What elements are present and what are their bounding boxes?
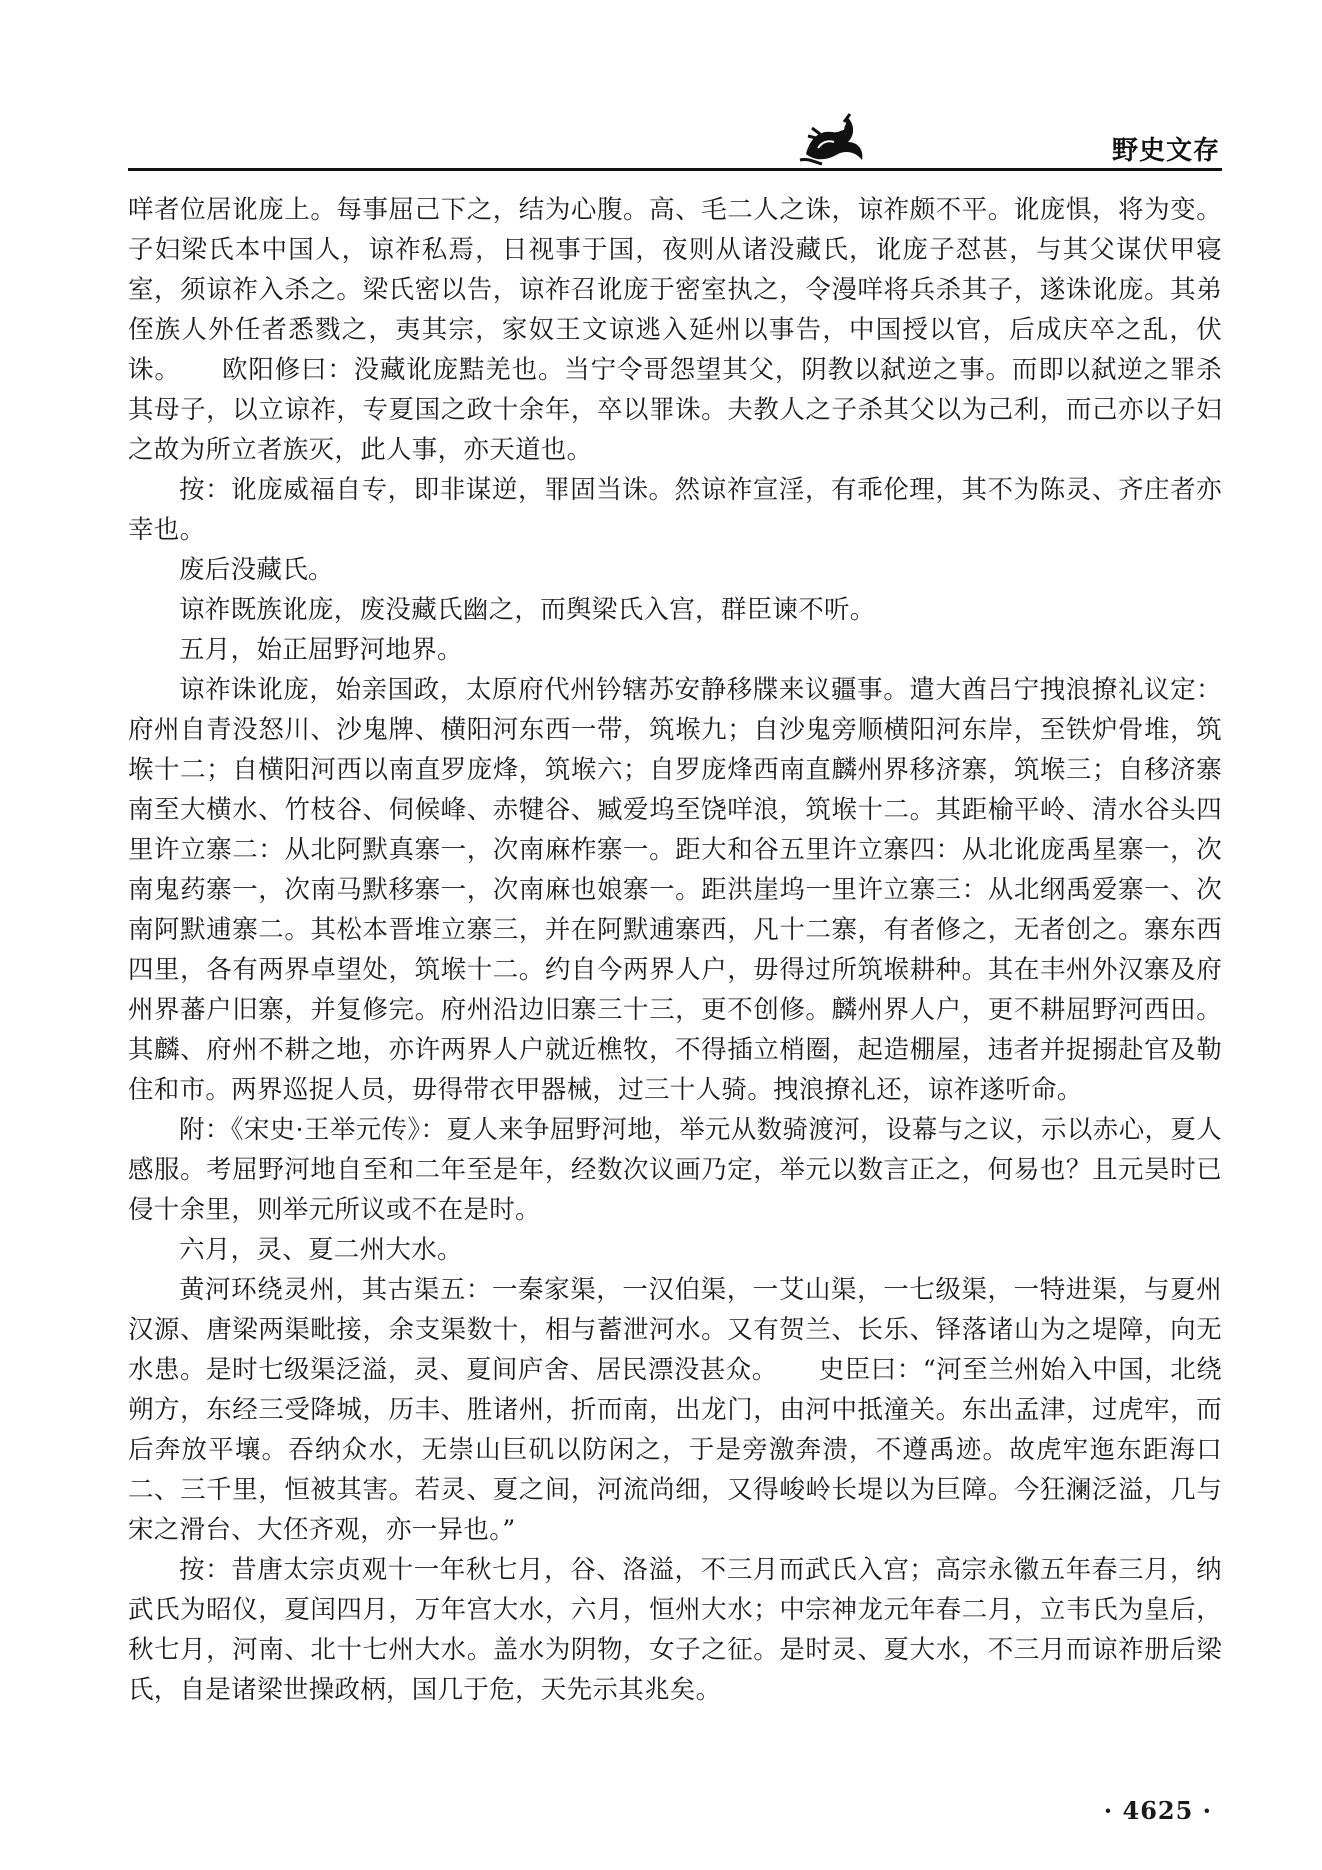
paragraph-text: 咩者位居讹庞上。每事屈己下之，结为心腹。高、毛二人之诛，谅祚颇不平。讹庞惧，将为变。子妇梁氏本中国人，谅祚私焉，日视事于国，夜则从诸没藏氏，讹庞子怼甚，与其父谋伏甲寝室，须谅祚入杀之。梁氏密以告，谅祚召讹庞于密室执之，令漫咩将兵杀其子，遂诛讹庞。其弟侄族人外任者悉戮之，夷其宗，家奴王文谅逃入延州以事告，中国授以官，后成庆卒之乱，伏诛。 [128, 195, 1222, 385]
entry-heading: 五月，始正屈野河地界。 [179, 635, 463, 665]
paragraph: 谅祚既族讹庞，废没藏氏幽之，而舆梁氏入宫，群臣谏不听。 [179, 595, 876, 625]
paragraph: 谅祚诛讹庞，始亲国政，太原府代州钤辖苏安静移牒来议疆事。遣大酋吕宁拽浪撩礼议定：府州自青没怒川、沙鬼牌、横阳河东西一带，筑堠九；自沙鬼旁顺横阳河东岸，至铁炉骨堆，筑堠十二；自横阳河西以南直罗庞烽，筑堠六；自罗庞烽西南直麟州界移济寨，筑堠三；自移济寨南至大横水、竹枝谷、伺候峰、赤犍谷、臧爱坞至饶咩浪，筑堠十二。其距榆平岭、清水谷头四里许立寨二：从北阿默真寨一，次南麻柞寨一。距大和谷五里许立寨四：从北讹庞禹星寨一，次南鬼药寨一，次南马默移寨一，次南麻也娘寨一。距洪崖坞一里许立寨三：从北纲禹爱寨一、次南阿默逋寨二。其松本晋堆立寨三，并在阿默逋寨西，凡十二寨，有者修之，无者创之。寨东西四里，各有两界卓望处，筑堠十二。约自今两界人户，毋得过所筑堠耕种。其在丰州外汉寨及府州界蕃户旧寨，并复修完。府州沿边旧寨三十三，更不创修。麟州界人户，更不耕屈野河西田。其麟、府州不耕之地，亦许两界人户就近樵牧，不得插立梢圈，起造棚屋，违者并捉搦赴官及勒住和市。两界巡捉人员，毋得带衣甲器械，过三十人骑。拽浪撩礼还，谅祚遂听命。 [128, 675, 1222, 1105]
paragraph: 附：《宋史·王举元传》：夏人来争屈野河地，举元从数骑渡河，设幕与之议，示以赤心，夏人感服。考屈野河地自至和二年至是年，经数次议画乃定，举元以数言正之，何易也？且元昊时已侵十余里，则举元所议或不在是时。 [128, 1115, 1222, 1225]
dragon-emblem-icon [798, 108, 870, 166]
commentary-quote: 史臣曰：“河至兰州始入中国，北绕朔方，东经三受降城，历丰、胜诸州，折而南，出龙门，由河中抵潼关。东出孟津，过虎牢，而后奔放平壤。吞纳众水，无崇山巨矶以防闲之，于是旁激奔溃，不遵禹迹。故虎牢迤东距海口二、三千里，恒被其害。若灵、夏之间，河流尚细，又得峻岭长堤以为巨障。今狂澜泛溢，几与宋之滑台、大伾齐观，亦一异也。” [128, 1355, 1222, 1545]
document-body [128, 190, 1222, 1810]
header-rule [128, 168, 1222, 171]
paragraph: 按：讹庞威福自专，即非谋逆，罪固当诛。然谅祚宣淫，有乖伦理，其不为陈灵、齐庄者亦幸也。 [128, 475, 1222, 545]
paragraph-text: 黄河环绕灵州，其古渠五：一秦家渠，一汉伯渠，一艾山渠，一七级渠，一特进渠，与夏州汉源、唐梁两渠毗接，余支渠数十，相与蓄泄河水。又有贺兰、长乐、铎落诸山为之堤障，向无水患。是时七级渠泛溢，灵、夏间庐舍、居民漂没甚众。 [128, 1275, 1222, 1385]
page-number: · 4625 · [1103, 1796, 1212, 1825]
entry-heading: 六月，灵、夏二州大水。 [179, 1235, 463, 1265]
paragraph: 按：昔唐太宗贞观十一年秋七月，谷、洛溢，不三月而武氏入宫；高宗永徽五年春三月，纳武氏为昭仪，夏闰四月，万年宫大水，六月，恒州大水；中宗神龙元年春二月，立韦氏为皇后，秋七月，河南、北十七州大水。盖水为阴物，女子之征。是时灵、夏大水，不三月而谅祚册后梁氏，自是诸梁世操政柄，国几于危，天先示其兆矣。 [128, 1555, 1222, 1705]
entry-heading: 废后没藏氏。 [179, 555, 334, 585]
paragraph [128, 1270, 1222, 1550]
commentary-quote: 欧阳修曰：没藏讹庞黠羌也。当宁令哥怨望其父，阴教以弑逆之事。而即以弑逆之罪杀其母子，以立谅祚，专夏国之政十余年，卒以罪诛。夫教人之子杀其父以为己利，而己亦以子妇之故为所立者族灭，此人事，亦天道也。 [128, 355, 1222, 465]
page-header [0, 0, 1322, 170]
series-title: 野史文存 [1111, 136, 1220, 166]
paragraph [128, 190, 1222, 470]
